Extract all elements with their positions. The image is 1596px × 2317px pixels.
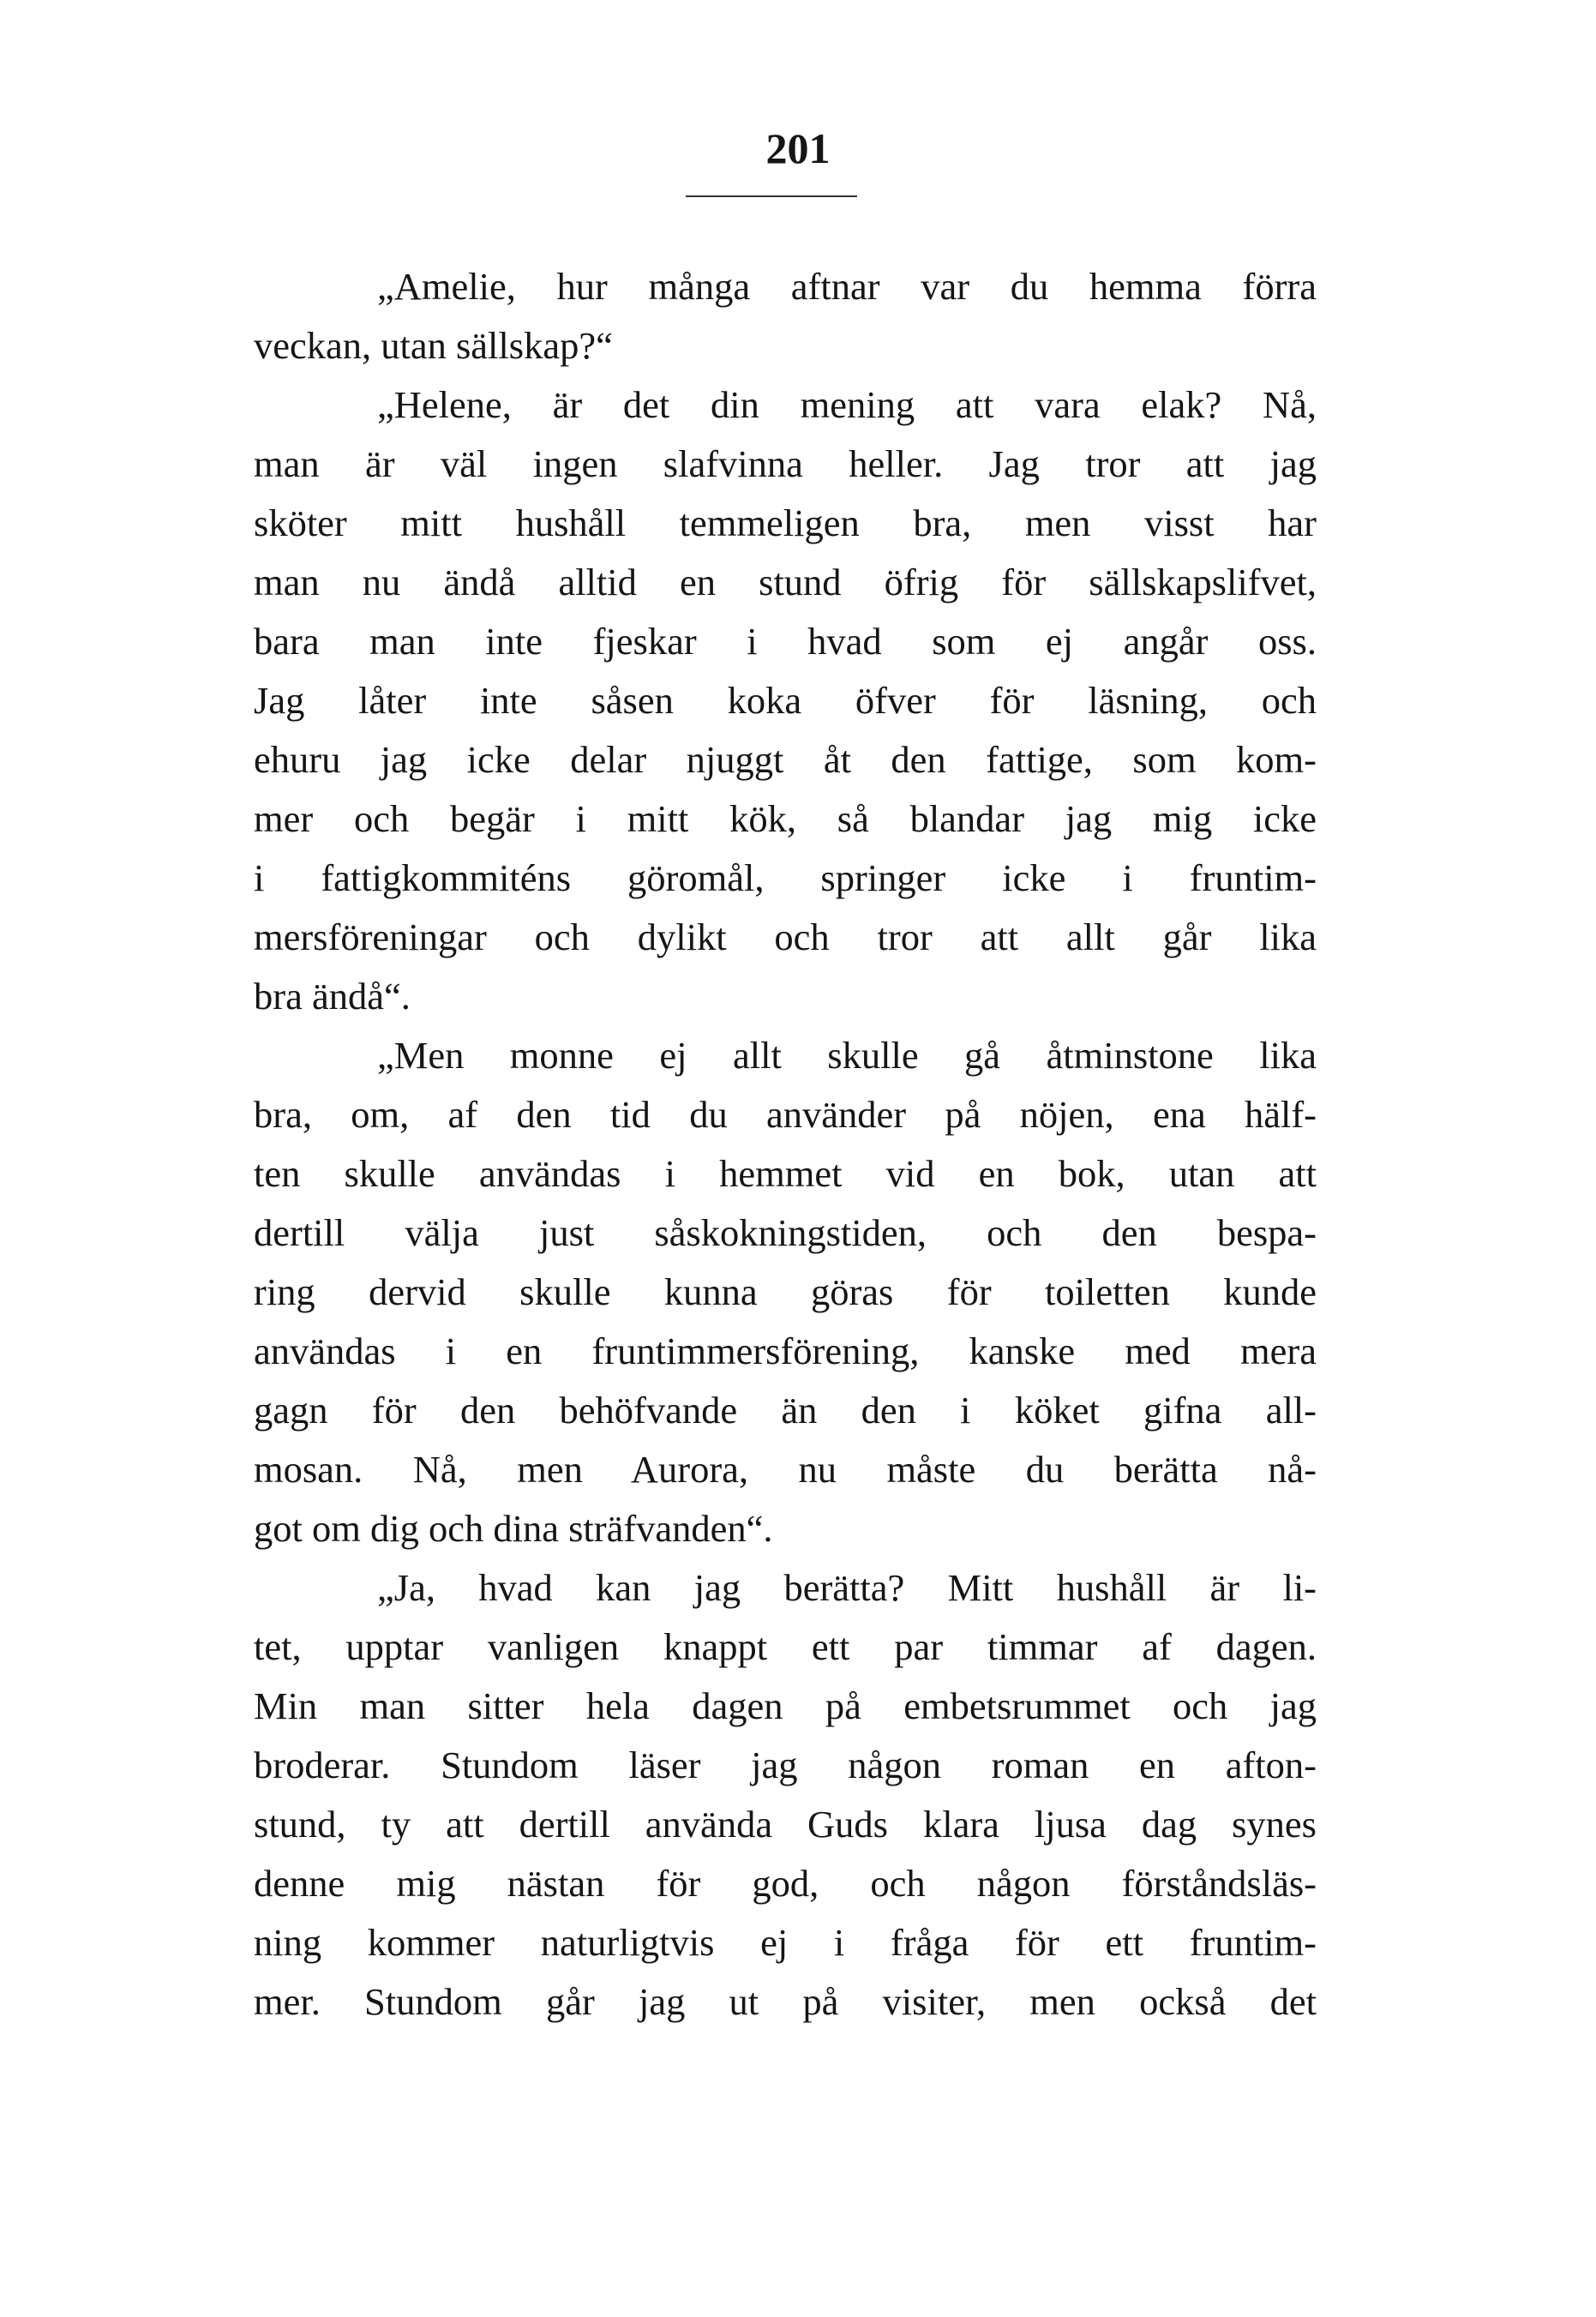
- text-line: got om dig och dina sträfvanden“.: [254, 1507, 773, 1550]
- text-line: bara man inte fjeskar i hvad som ej angår oss.: [254, 620, 1317, 663]
- text-line: tet, upptar vanligen knappt ett par timmar af dagen.: [254, 1625, 1317, 1668]
- text-line: ehuru jag icke delar njuggt åt den fattige, som kom-: [254, 738, 1317, 781]
- paragraph: [254, 1558, 1317, 2032]
- text-line: mer. Stundom går jag ut på visiter, men också det: [254, 1980, 1317, 2023]
- paragraph: [254, 1026, 1317, 1558]
- page-number: 201: [765, 124, 831, 172]
- text-line: veckan, utan sällskap?“: [254, 324, 613, 367]
- text-line: man är väl ingen slafvinna heller. Jag tror att jag: [254, 442, 1317, 485]
- text-line: gagn för den behöfvande än den i köket gifna all-: [254, 1389, 1317, 1432]
- text-line: stund, ty att dertill använda Guds klara ljusa dag synes: [254, 1803, 1317, 1846]
- text-line: ring dervid skulle kunna göras för toiletten kunde: [254, 1270, 1317, 1313]
- text-line: användas i en fruntimmersförening, kanske med mera: [254, 1330, 1317, 1372]
- text-line: bra, om, af den tid du använder på nöjen, ena hälf-: [254, 1093, 1317, 1136]
- body-text: [254, 257, 1317, 2032]
- text-line: mosan. Nå, men Aurora, nu måste du berätta nå-: [254, 1448, 1317, 1491]
- text-line: Jag låter inte såsen koka öfver för läsning, och: [254, 679, 1317, 722]
- text-line: sköter mitt hushåll temmeligen bra, men visst har: [254, 501, 1317, 544]
- text-line: i fattigkommiténs göromål, springer icke i fruntim-: [254, 856, 1317, 899]
- text-line: „Men monne ej allt skulle gå åtminstone lika: [377, 1034, 1317, 1077]
- text-line: ten skulle användas i hemmet vid en bok, utan att: [254, 1152, 1317, 1195]
- text-line: man nu ändå alltid en stund öfrig för sällskapslifvet,: [254, 561, 1317, 603]
- text-line: mersföreningar och dylikt och tror att allt går lika: [254, 915, 1317, 958]
- paragraph: [254, 257, 1317, 375]
- text-line: denne mig nästan för god, och någon förståndsläs-: [254, 1862, 1317, 1905]
- text-line: ning kommer naturligtvis ej i fråga för ett fruntim-: [254, 1921, 1317, 1964]
- text-line: broderar. Stundom läser jag någon roman en afton-: [254, 1744, 1317, 1786]
- text-line: „Helene, är det din mening att vara elak? Nå,: [377, 383, 1317, 426]
- text-line: Min man sitter hela dagen på embetsrummet och jag: [254, 1684, 1317, 1727]
- text-line: „Amelie, hur många aftnar var du hemma förra: [377, 265, 1317, 308]
- text-line: dertill välja just såskokningstiden, och den bespa-: [254, 1211, 1317, 1254]
- text-line: bra ändå“.: [254, 975, 411, 1017]
- text-line: mer och begär i mitt kök, så blandar jag mig icke: [254, 797, 1317, 840]
- text-line: „Ja, hvad kan jag berätta? Mitt hushåll är li-: [377, 1566, 1317, 1609]
- header-rule: [686, 195, 857, 197]
- paragraph: [254, 375, 1317, 1026]
